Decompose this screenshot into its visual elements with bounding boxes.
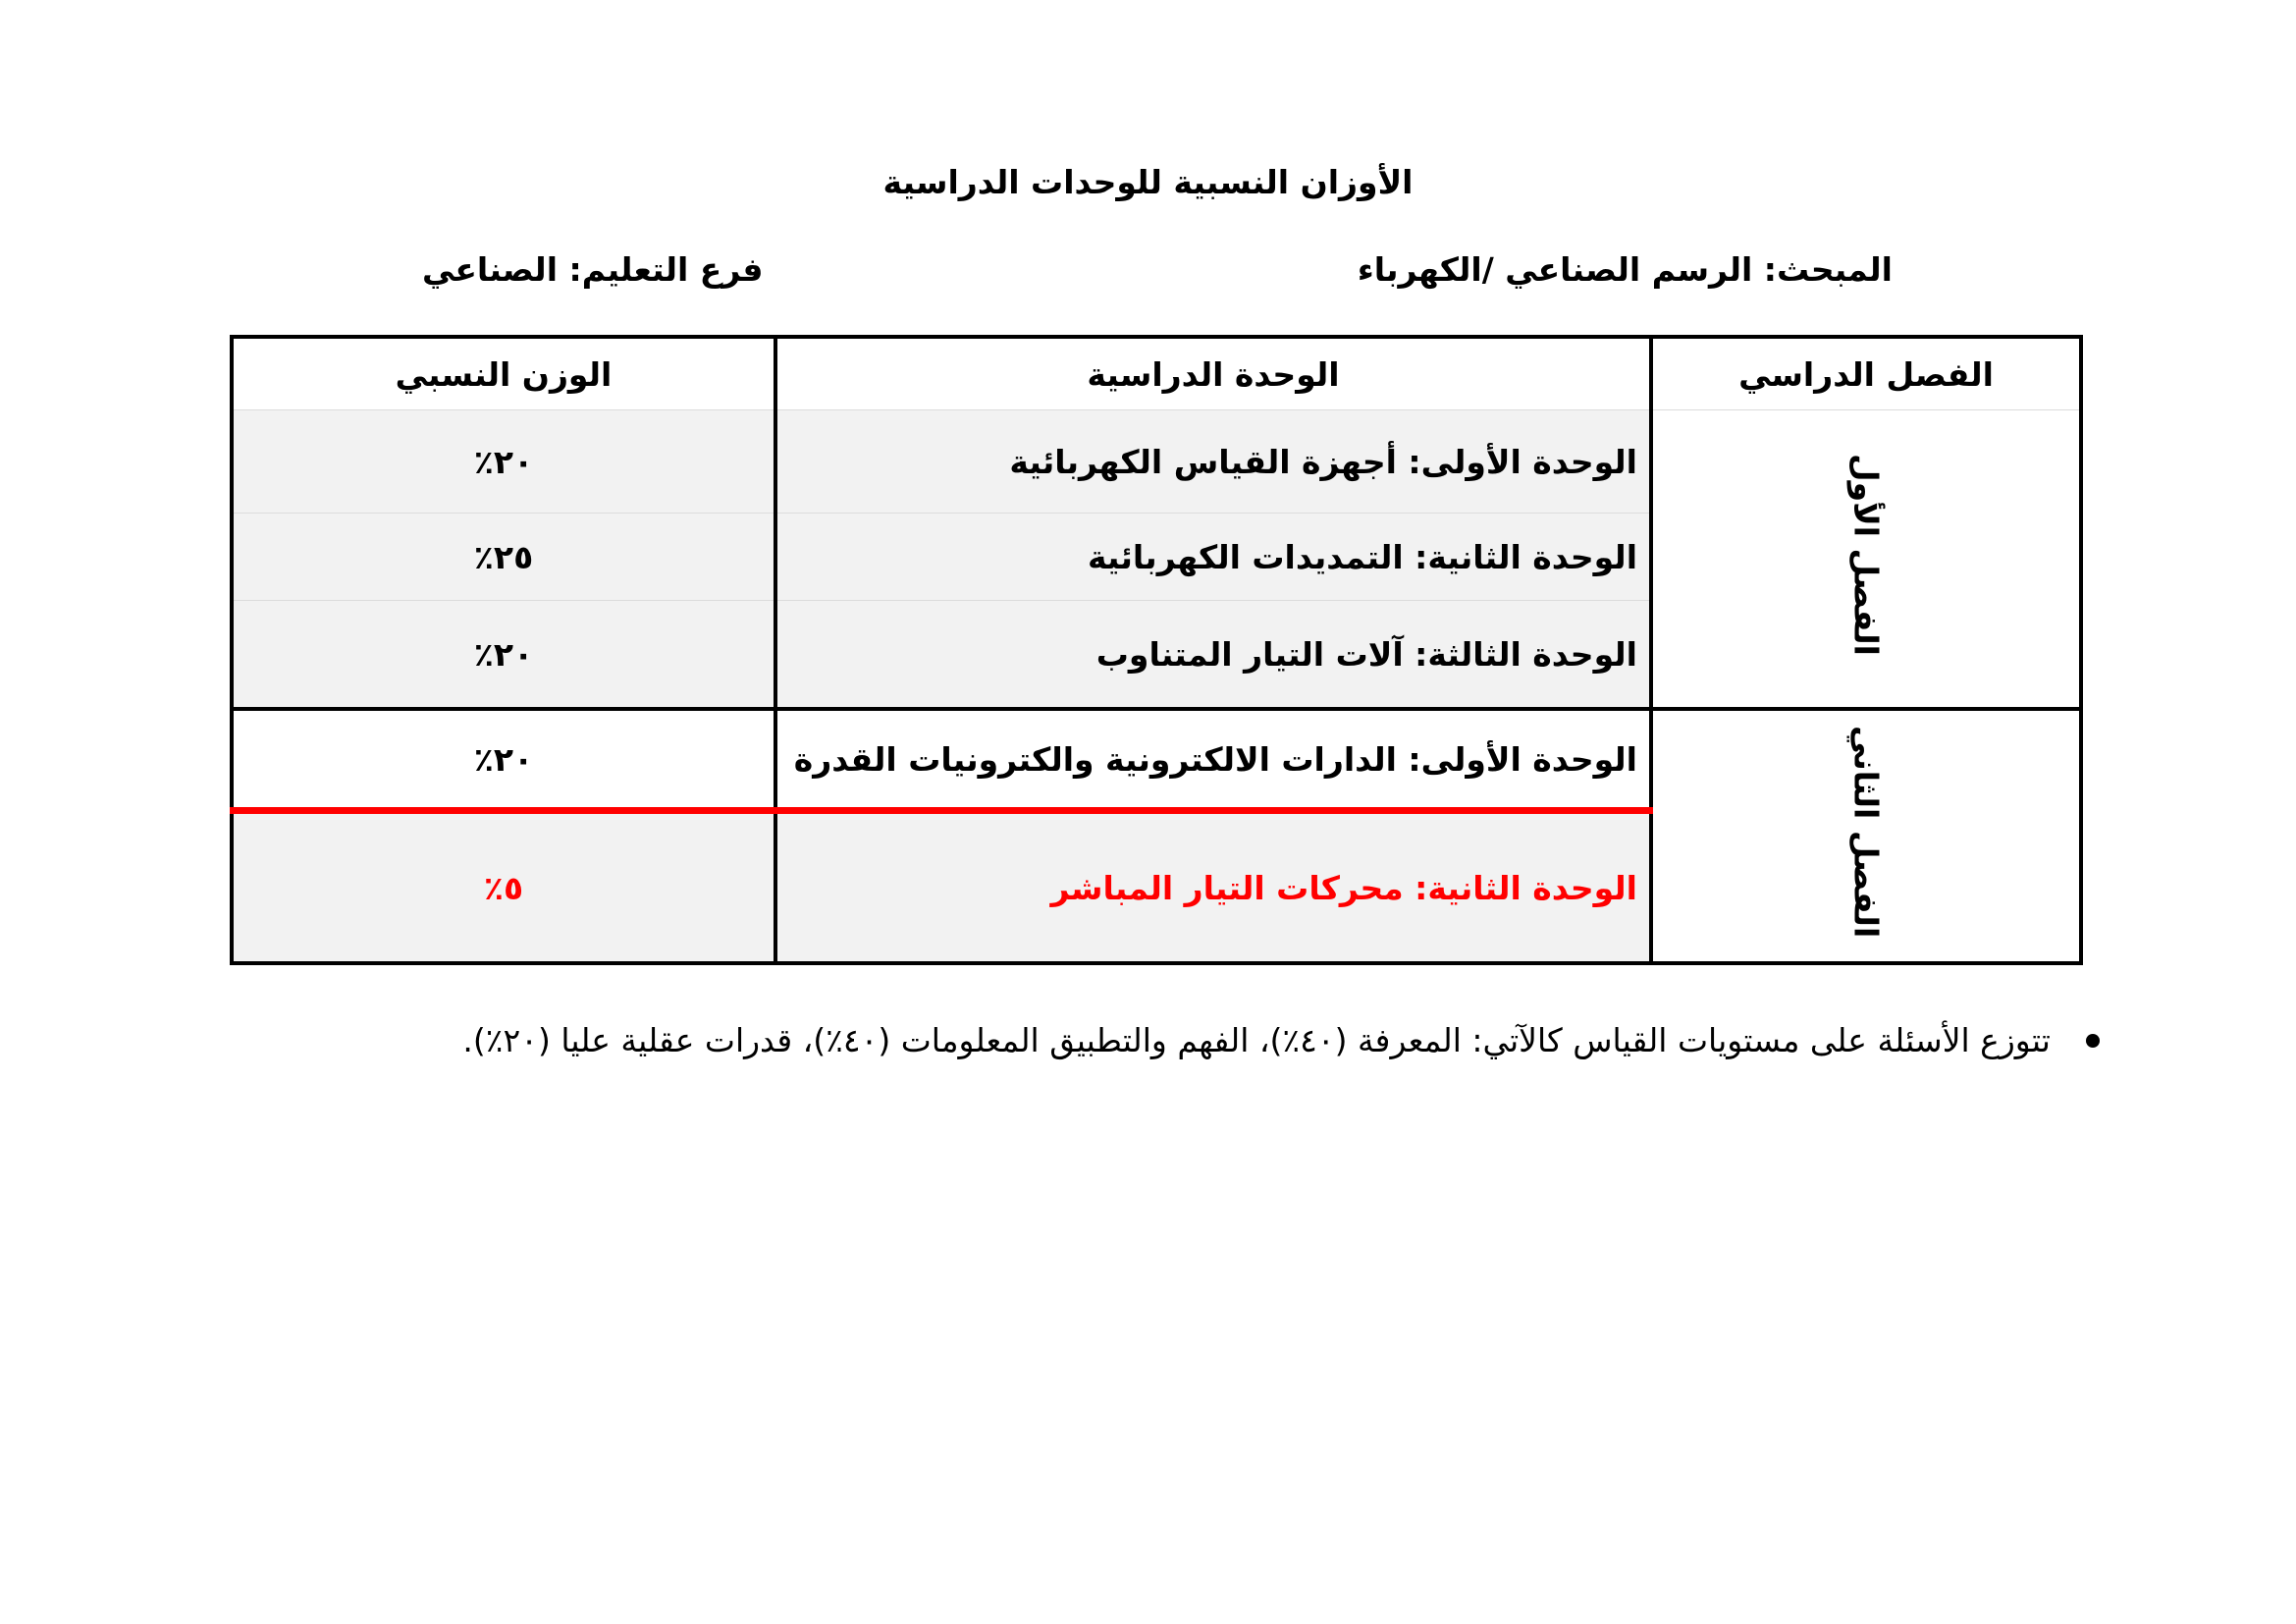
bullet-icon	[2086, 1034, 2100, 1048]
unit-cell: الوحدة الأولى: الدارات الالكترونية والكترونيات القدرة	[775, 709, 1651, 811]
weight-cell: ٢٠٪	[232, 709, 775, 811]
unit-cell: الوحدة الأولى: أجهزة القياس الكهربائية	[775, 410, 1651, 514]
table-header-row	[232, 337, 2081, 410]
term-name: الفصل الأول	[1846, 454, 1886, 656]
header-unit: الوحدة الدراسية	[775, 337, 1651, 410]
unit-cell: الوحدة الثانية: التمديدات الكهربائية	[775, 514, 1651, 601]
weights-table	[230, 335, 2083, 965]
header-term: الفصل الدراسي	[1651, 337, 2081, 410]
term-cell	[1651, 410, 2081, 710]
weight-cell: ٥٪	[232, 811, 775, 964]
page-title: الأوزان النسبية للوحدات الدراسية	[882, 163, 1414, 201]
term-cell	[1651, 709, 2081, 963]
note-text: تتوزع الأسئلة على مستويات القياس كالآتي: المعرفة (٤٠٪)، الفهم والتطبيق المعلومات (٤٠٪)، قدرات عقلية عليا (٢٠٪).	[462, 1021, 2051, 1059]
weight-cell: ٢٠٪	[232, 601, 775, 710]
assessment-note	[333, 1021, 2100, 1059]
unit-cell: الوحدة الثالثة: آلات التيار المتناوب	[775, 601, 1651, 710]
subject-label: المبحث: الرسم الصناعي /الكهرباء	[1357, 250, 1893, 289]
term-name: الفصل الثاني	[1846, 726, 1886, 939]
unit-cell: الوحدة الثانية: محركات التيار المباشر	[775, 811, 1651, 964]
table-row	[232, 410, 2081, 514]
weight-cell: ٢٥٪	[232, 514, 775, 601]
weight-cell: ٢٠٪	[232, 410, 775, 514]
table-row	[232, 709, 2081, 811]
header-weight: الوزن النسبي	[232, 337, 775, 410]
branch-label: فرع التعليم: الصناعي	[422, 250, 764, 289]
